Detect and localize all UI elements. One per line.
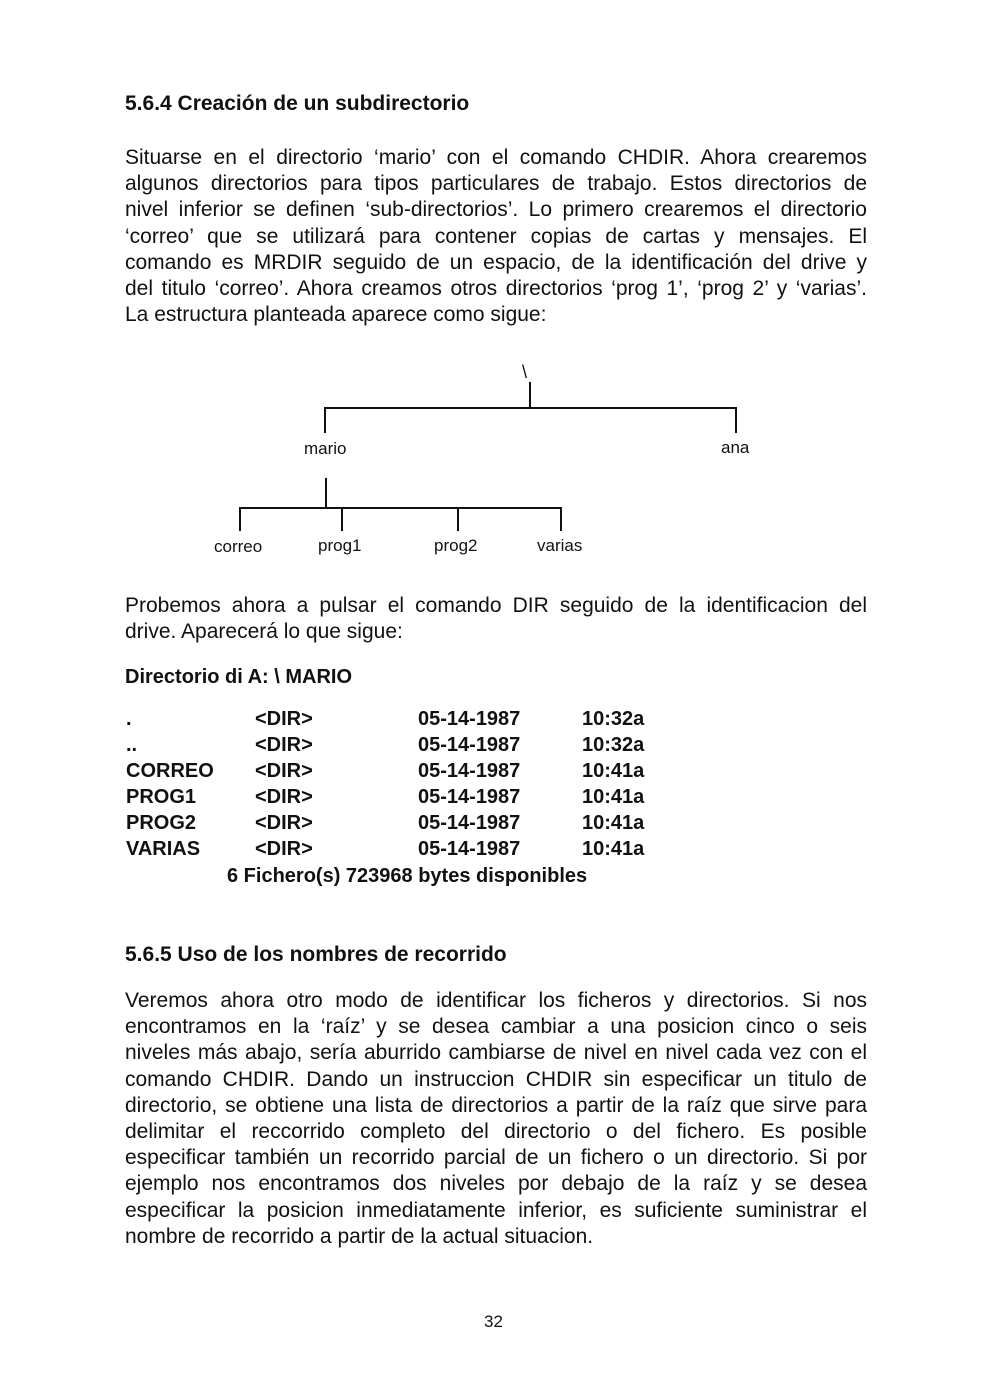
entry-date: 05-14-1987 xyxy=(418,812,521,834)
text-line: Probemos ahora a pulsar el comando DIR seguido de la identificacion del xyxy=(125,594,867,617)
listing-summary: 6 Fichero(s) 723968 bytes disponibles xyxy=(227,865,588,887)
tree-node-prog1: prog1 xyxy=(318,536,362,555)
entry-name: .. xyxy=(126,734,138,756)
entry-name: PROG2 xyxy=(126,812,197,834)
tree-connector xyxy=(324,407,737,409)
entry-date: 05-14-1987 xyxy=(418,838,521,860)
entry-type: <DIR> xyxy=(255,812,313,834)
text-line: comando CHDIR. Dando un instruccion CHDIR sin especificar un titulo de xyxy=(125,1067,867,1091)
tree-node-ana: ana xyxy=(721,438,750,457)
tree-connector xyxy=(341,507,343,531)
page-number: 32 xyxy=(484,1312,503,1331)
tree-connector xyxy=(529,382,531,408)
tree-node-varias: varias xyxy=(537,536,583,555)
entry-time: 10:32a xyxy=(582,734,645,756)
entry-time: 10:41a xyxy=(582,786,645,808)
text-line: especificar la posicion inmediatamente inferior, es suficiente suministrar el xyxy=(125,1198,867,1222)
tree-root-label: \ xyxy=(522,362,528,382)
text-line: La estructura planteada aparece como sigue: xyxy=(125,303,547,327)
tree-connector xyxy=(457,507,459,531)
text-line: niveles más abajo, sería aburrido cambiarse de nivel en nivel cada vez con el xyxy=(125,1041,867,1065)
paragraph-dir-command xyxy=(125,593,867,645)
text-line: ‘correo’ que se utilizará para contener copias de cartas y mensajes. El xyxy=(125,224,867,248)
entry-type: <DIR> xyxy=(255,760,313,782)
entry-type: <DIR> xyxy=(255,786,313,808)
entry-name: VARIAS xyxy=(126,838,201,860)
entry-name: CORREO xyxy=(126,760,214,782)
entry-name: PROG1 xyxy=(126,786,197,808)
text-line: comando es MRDIR seguido de un espacio, de la identificación del drive y xyxy=(125,250,867,274)
section-heading-5-6-4: 5.6.4 Creación de un subdirectorio xyxy=(125,92,470,115)
entry-date: 05-14-1987 xyxy=(418,786,521,808)
text-line: Situarse en el directorio ‘mario’ con el comando CHDIR. Ahora crearemos xyxy=(125,146,867,169)
text-line: delimitar el reccorrido completo del directorio o del fichero. Es posible xyxy=(125,1120,867,1144)
tree-node-correo: correo xyxy=(214,537,263,556)
text-line: especificar también un recorrido parcial de un fichero o un directorio. Si por xyxy=(125,1146,867,1170)
entry-type: <DIR> xyxy=(255,838,313,860)
text-line: ejemplo nos encontramos dos niveles por debajo de la raíz y se desea xyxy=(125,1172,867,1196)
paragraph-path-names xyxy=(125,988,867,1250)
entry-time: 10:41a xyxy=(582,812,645,834)
paragraph-subdirectory-intro xyxy=(125,145,867,328)
entry-date: 05-14-1987 xyxy=(418,760,521,782)
entry-name: . xyxy=(126,708,132,730)
entry-date: 05-14-1987 xyxy=(418,734,521,756)
text-line: nombre de recorrido a partir de la actual situacion. xyxy=(125,1224,594,1248)
entry-time: 10:41a xyxy=(582,838,645,860)
entry-time: 10:41a xyxy=(582,760,645,782)
text-line: Veremos ahora otro modo de identificar los ficheros y directorios. Si nos xyxy=(125,989,867,1012)
text-line: directorio, se obtiene una lista de directorios a partir de la raíz que sirve para xyxy=(125,1093,867,1117)
tree-node-prog2: prog2 xyxy=(434,536,478,555)
listing-title: Directorio di A: \ MARIO xyxy=(125,666,353,688)
entry-time: 10:32a xyxy=(582,708,645,730)
tree-connector xyxy=(325,478,327,508)
entry-date: 05-14-1987 xyxy=(418,708,521,730)
tree-node-mario: mario xyxy=(304,439,347,458)
tree-connector xyxy=(239,507,562,509)
section-heading-5-6-5: 5.6.5 Uso de los nombres de recorrido xyxy=(125,943,507,966)
tree-connector xyxy=(324,407,326,433)
text-line: drive. Aparecerá lo que sigue: xyxy=(125,620,403,644)
text-line: algunos directorios para tipos particulares de trabajo. Estos directorios de xyxy=(125,172,867,196)
entry-type: <DIR> xyxy=(255,708,313,730)
text-line: nivel inferior se definen ‘sub-directorios’. Lo primero crearemos el directorio xyxy=(125,198,867,222)
entry-type: <DIR> xyxy=(255,734,313,756)
text-line: del titulo ‘correo’. Ahora creamos otros directorios ‘prog 1’, ‘prog 2’ y ‘varias’. xyxy=(125,277,867,301)
tree-connector xyxy=(735,407,737,433)
tree-connector xyxy=(239,507,241,531)
text-line: encontramos en la ‘raíz’ y se desea cambiar a una posicion cinco o seis xyxy=(125,1015,867,1039)
tree-connector xyxy=(560,507,562,531)
